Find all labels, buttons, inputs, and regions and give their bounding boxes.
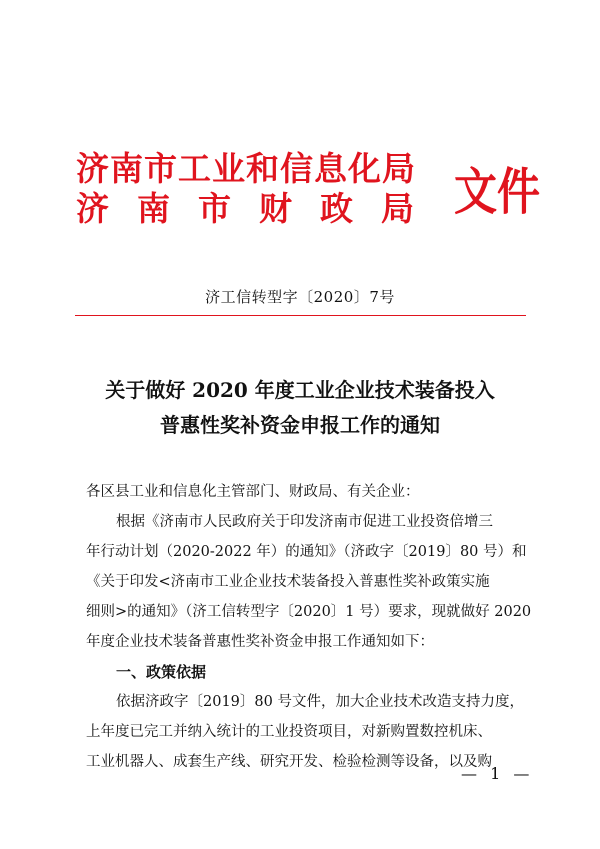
paragraph-1-line-1: 根据《济南市人民政府关于印发济南市促进工业投资倍增三 — [116, 514, 493, 530]
section-heading-policy-basis: 一、政策依据 — [116, 663, 207, 681]
paragraph-1-line-2: 年行动计划（2020-2022 年）的通知》（济政字〔2019〕80 号）和 — [86, 544, 527, 560]
issuing-authority-header — [76, 149, 540, 230]
paragraph-2-line-2: 上年度已完工并纳入统计的工业投资项目，对新购置数控机床、 — [86, 724, 492, 740]
paragraph-1-line-3: 《关于印发<济南市工业企业技术装备投入普惠性奖补政策实施 — [86, 574, 490, 590]
issuer-line-1: 济南市工业和信息化局 — [76, 149, 416, 188]
document-label: 文件 — [454, 163, 540, 221]
page-number: — 1 — — [461, 764, 534, 783]
issuer-line-2: 济南市财政局 — [76, 189, 442, 228]
paragraph-1-line-4: 细则>的通知》（济工信转型字〔2020〕1 号）要求，现就做好 2020 — [86, 604, 532, 620]
red-divider-line — [75, 315, 526, 316]
document-number: 济工信转型字〔2020〕7号 — [205, 288, 395, 306]
paragraph-2-line-3: 工业机器人、成套生产线、研究开发、检验检测等设备，以及购 — [86, 754, 492, 770]
paragraph-1-line-5: 年度企业技术装备普惠性奖补资金申报工作通知如下： — [86, 634, 434, 650]
salutation: 各区县工业和信息化主管部门、财政局、有关企业： — [86, 484, 420, 500]
notice-title-line-2: 普惠性奖补资金申报工作的通知 — [160, 413, 440, 437]
notice-title-line-1: 关于做好 2020 年度工业企业技术装备投入 — [105, 378, 495, 402]
paragraph-2-line-1: 依据济政字〔2019〕80 号文件，加大企业技术改造支持力度， — [116, 694, 524, 710]
